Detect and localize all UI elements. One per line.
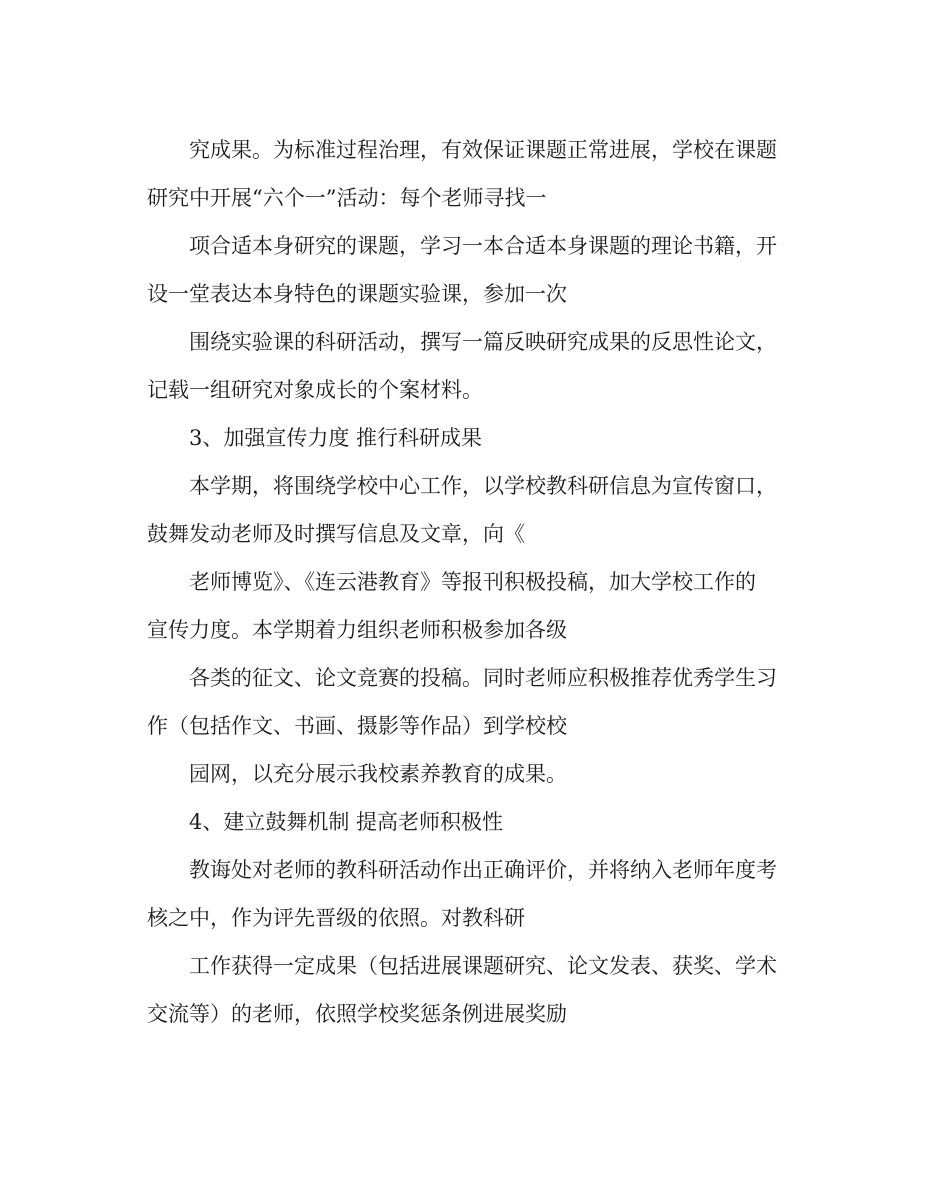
paragraph-7 bbox=[147, 750, 807, 798]
paragraph-line: 老师博览》、《连云港教育》等报刊积极投稿，加大学校工作的 bbox=[189, 570, 756, 594]
paragraph-line: 交流等）的老师，依照学校奖惩条例进展奖励 bbox=[147, 1002, 567, 1026]
section-heading-4: 4、建立鼓舞机制 提高老师积极性 bbox=[189, 810, 504, 834]
paragraph-line: 究成果。为标准过程治理，有效保证课题正常进展，学校在课题 bbox=[189, 138, 777, 162]
document-body bbox=[147, 126, 807, 1038]
paragraph-line: 园网，以充分展示我校素养教育的成果。 bbox=[189, 762, 567, 786]
paragraph-3 bbox=[147, 318, 807, 414]
paragraph-2 bbox=[147, 222, 807, 318]
paragraph-4 bbox=[147, 462, 807, 558]
paragraph-line: 宣传力度。本学期着力组织老师积极参加各级 bbox=[147, 618, 567, 642]
paragraph-line: 研究中开展“六个一”活动：每个老师寻找一 bbox=[147, 186, 547, 210]
paragraph-1 bbox=[147, 126, 807, 222]
paragraph-9 bbox=[147, 942, 807, 1038]
paragraph-line: 核之中，作为评先晋级的依照。对教科研 bbox=[147, 906, 525, 930]
paragraph-line: 各类的征文、论文竞赛的投稿。同时老师应积极推荐优秀学生习 bbox=[189, 666, 777, 690]
paragraph-line: 记载一组研究对象成长的个案材料。 bbox=[147, 378, 483, 402]
paragraph-line: 本学期，将围绕学校中心工作，以学校教科研信息为宣传窗口， bbox=[189, 474, 777, 498]
paragraph-8 bbox=[147, 846, 807, 942]
paragraph-line: 作（包括作文、书画、摄影等作品）到学校校 bbox=[147, 714, 567, 738]
paragraph-line: 项合适本身研究的课题，学习一本合适本身课题的理论书籍，开 bbox=[189, 234, 777, 258]
paragraph-line: 工作获得一定成果（包括进展课题研究、论文发表、获奖、学术 bbox=[189, 954, 777, 978]
section-heading-3: 3、加强宣传力度 推行科研成果 bbox=[189, 426, 483, 450]
paragraph-line: 教诲处对老师的教科研活动作出正确评价，并将纳入老师年度考 bbox=[189, 858, 777, 882]
paragraph-line: 设一堂表达本身特色的课题实验课，参加一次 bbox=[147, 282, 567, 306]
paragraph-6 bbox=[147, 654, 807, 750]
paragraph-line: 鼓舞发动老师及时撰写信息及文章，向《 bbox=[147, 522, 525, 546]
paragraph-5 bbox=[147, 558, 807, 654]
paragraph-line: 围绕实验课的科研活动，撰写一篇反映研究成果的反思性论文， bbox=[189, 330, 777, 354]
